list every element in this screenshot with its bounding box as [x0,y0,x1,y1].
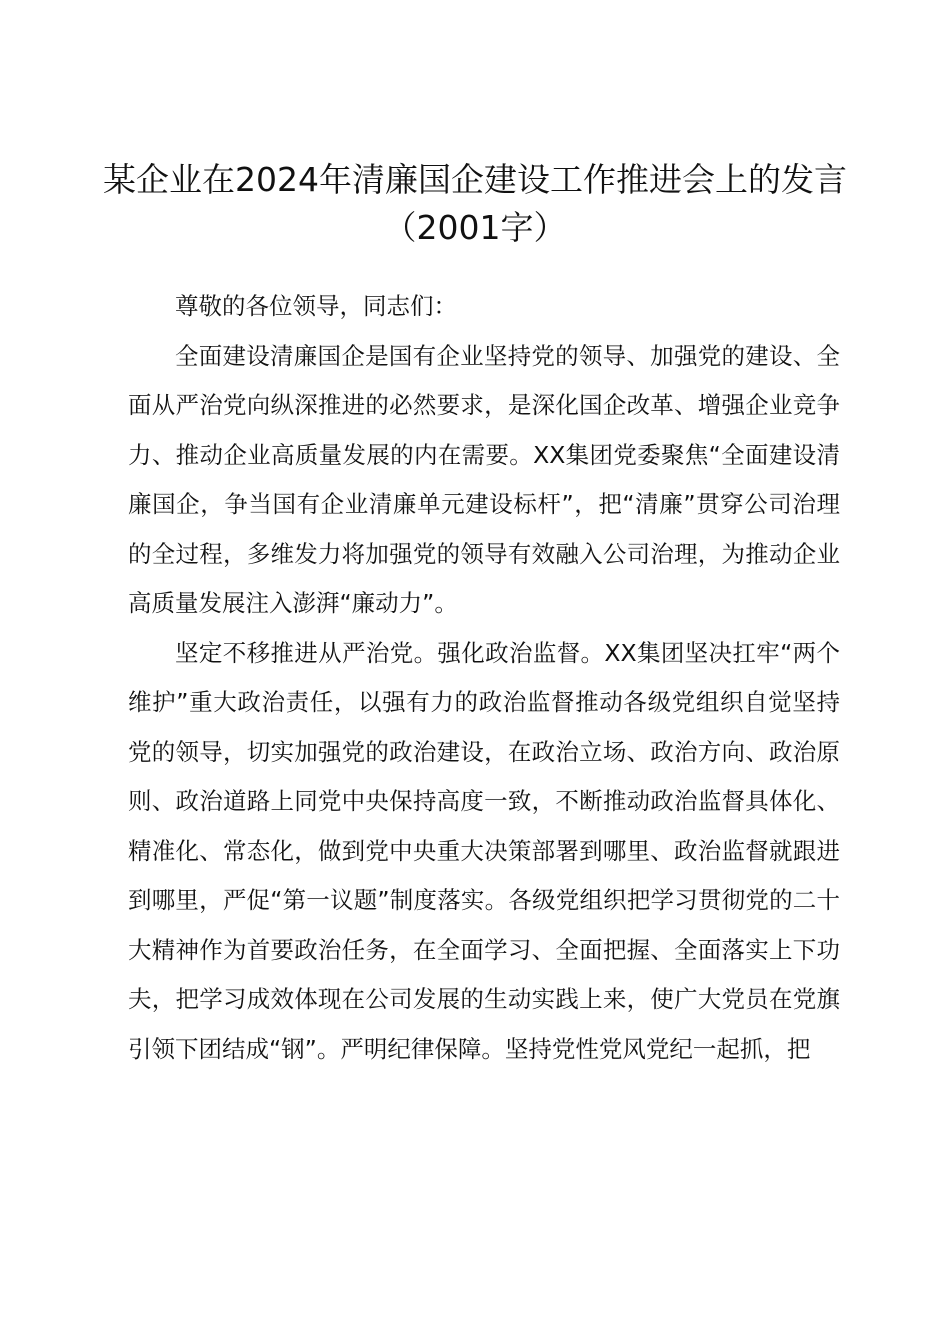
salutation: 尊敬的各位领导，同志们： [175,292,457,320]
paragraph-strict-governance: 坚定不移推进从严治党。强化政治监督。XX集团坚决扛牢“两个维护”重大政治责任，以强有力的政治监督推动各级党组织自觉坚持党的领导，切实加强党的政治建设，在政治立场、政治方向、政治原则、政治道路上同党中央保持高度一致，不断推动政治监督具体化、精准化、常态化，做到党中央重大决策部署到哪里、政治监督就跟进到哪里，严促“第一议题”制度落实。各级党组织把学习贯彻党的二十大精神作为首要政治任务，在全面学习、全面把握、全面落实上下功夫，把学习成效体现在公司发展的生动实践上来，使广大党员在党旗引领下团结成“钢”。严明纪律保障。坚持党性党风党纪一起抓，把 [128,638,840,1063]
document-body [128,282,840,1074]
paragraph-intro: 全面建设清廉国企是国有企业坚持党的领导、加强党的建设、全面从严治党向纵深推进的必然要求，是深化国企改革、增强企业竞争力、推动企业高质量发展的内在需要。XX集团党委聚焦“全面建设清廉国企，争当国有企业清廉单元建设标杆”，把“清廉”贯穿公司治理的全过程，多维发力将加强党的领导有效融入公司治理，为推动企业高质量发展注入澎湃“廉动力”。 [128,341,840,617]
document-title: 某企业在2024年清廉国企建设工作推进会上的发言（2001字） [103,160,847,247]
